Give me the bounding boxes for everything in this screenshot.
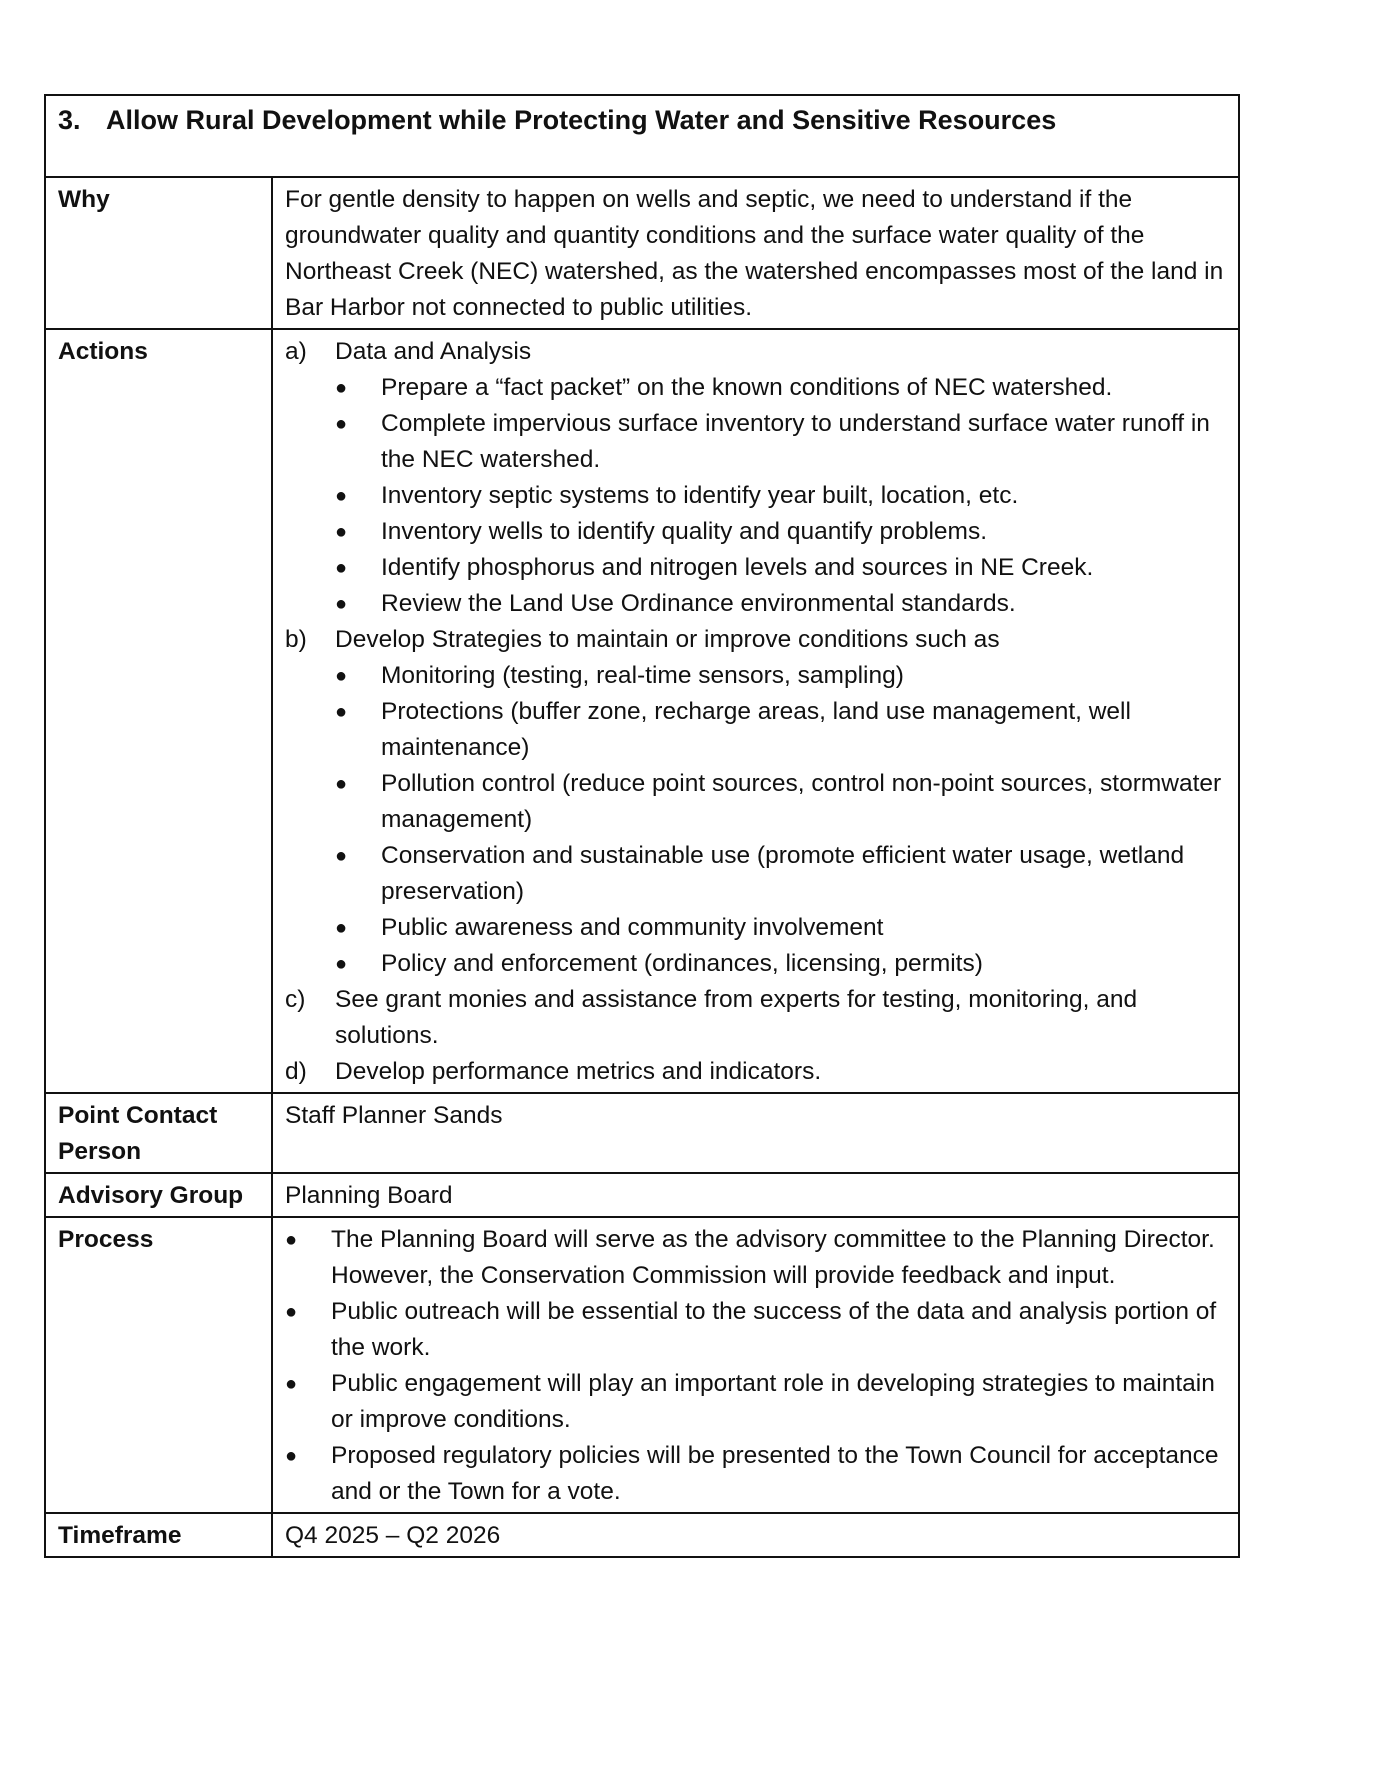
process-cell <box>272 1217 1239 1513</box>
action-letter: a) <box>285 338 307 365</box>
bullet-text: Identify phosphorus and nitrogen levels and sources in NE Creek. <box>381 554 1094 581</box>
bullet-icon: ● <box>335 485 348 507</box>
bullet-text: Monitoring (testing, real-time sensors, sampling) <box>381 662 904 689</box>
bullet-icon: ● <box>285 1445 298 1467</box>
section-title-text: Allow Rural Development while Protecting Water and Sensitive Resources <box>106 105 1057 135</box>
bullet-icon: ● <box>335 377 348 399</box>
bullet-icon: ● <box>335 917 348 939</box>
bullet-icon: ● <box>335 845 348 867</box>
list-item <box>285 370 1226 406</box>
bullet-text: Public awareness and community involvement <box>381 914 884 941</box>
bullet-text: Prepare a “fact packet” on the known conditions of NEC watershed. <box>381 374 1113 401</box>
action-item-a <box>285 334 1226 370</box>
bullet-icon: ● <box>285 1373 298 1395</box>
list-item <box>285 1294 1226 1366</box>
process-bullets <box>285 1222 1226 1510</box>
bullet-icon: ● <box>335 701 348 723</box>
bullet-icon: ● <box>285 1229 298 1251</box>
list-item <box>285 478 1226 514</box>
bullet-text: Inventory septic systems to identify year built, location, etc. <box>381 482 1019 509</box>
advisory-value: Planning Board <box>272 1173 1239 1217</box>
action-text: Develop performance metrics and indicators. <box>335 1058 822 1085</box>
contact-value: Staff Planner Sands <box>272 1093 1239 1173</box>
action-item-c <box>285 982 1226 1054</box>
action-letter: b) <box>285 626 307 653</box>
bullet-text: Pollution control (reduce point sources, control non-point sources, stormwater management) <box>381 770 1222 833</box>
action-plan-table <box>44 94 1240 1558</box>
process-label: Process <box>45 1217 272 1513</box>
list-item <box>285 514 1226 550</box>
actions-cell <box>272 329 1239 1093</box>
process-row <box>45 1217 1239 1513</box>
action-item-d <box>285 1054 1226 1090</box>
bullet-text: Inventory wells to identify quality and quantify problems. <box>381 518 988 545</box>
action-a-bullets <box>285 370 1226 622</box>
timeframe-value: Q4 2025 – Q2 2026 <box>272 1513 1239 1557</box>
actions-label: Actions <box>45 329 272 1093</box>
bullet-text: Protections (buffer zone, recharge areas, land use management, well maintenance) <box>381 698 1131 761</box>
contact-label <box>45 1093 272 1173</box>
list-item <box>285 694 1226 766</box>
list-item <box>285 550 1226 586</box>
list-item <box>285 658 1226 694</box>
list-item <box>285 406 1226 478</box>
bullet-text: Proposed regulatory policies will be presented to the Town Council for acceptance and or the Town for a vote. <box>331 1442 1219 1505</box>
bullet-icon: ● <box>335 557 348 579</box>
why-row <box>45 177 1239 329</box>
list-item <box>285 1366 1226 1438</box>
list-item <box>285 910 1226 946</box>
action-text: Develop Strategies to maintain or improve conditions such as <box>335 626 1000 653</box>
action-text: See grant monies and assistance from experts for testing, monitoring, and solutions. <box>335 986 1138 1049</box>
bullet-icon: ● <box>335 521 348 543</box>
list-item <box>285 838 1226 910</box>
bullet-text: Public outreach will be essential to the success of the data and analysis portion of the work. <box>331 1298 1217 1361</box>
bullet-icon: ● <box>335 953 348 975</box>
action-letter: d) <box>285 1058 307 1085</box>
bullet-icon: ● <box>335 773 348 795</box>
bullet-text: Review the Land Use Ordinance environmental standards. <box>381 590 1016 617</box>
bullet-text: Conservation and sustainable use (promote efficient water usage, wetland preservation) <box>381 842 1185 905</box>
timeframe-row <box>45 1513 1239 1557</box>
contact-label-line1: Point Contact <box>58 1102 218 1129</box>
action-letter: c) <box>285 986 306 1013</box>
why-text: For gentle density to happen on wells and septic, we need to understand if the groundwater quality and quantity conditions and the surface water quality of the Northeast Creek (NEC) watershed, as the watershed encompasses most of the land in Bar Harbor not connected to public utilities. <box>272 177 1239 329</box>
section-title <box>45 95 1239 177</box>
list-item <box>285 946 1226 982</box>
bullet-icon: ● <box>335 413 348 435</box>
action-item-b <box>285 622 1226 658</box>
list-item <box>285 766 1226 838</box>
bullet-icon: ● <box>285 1301 298 1323</box>
action-text: Data and Analysis <box>335 338 532 365</box>
why-label: Why <box>45 177 272 329</box>
contact-row <box>45 1093 1239 1173</box>
bullet-text: The Planning Board will serve as the advisory committee to the Planning Director. However, the Conservation Commission will provide feedback and input. <box>331 1226 1215 1289</box>
bullet-icon: ● <box>335 593 348 615</box>
bullet-text: Public engagement will play an important role in developing strategies to maintain or improve conditions. <box>331 1370 1215 1433</box>
advisory-label: Advisory Group <box>45 1173 272 1217</box>
contact-label-line2: Person <box>58 1138 142 1165</box>
list-item <box>285 1222 1226 1294</box>
bullet-icon: ● <box>335 665 348 687</box>
title-row <box>45 95 1239 177</box>
advisory-row <box>45 1173 1239 1217</box>
bullet-text: Complete impervious surface inventory to understand surface water runoff in the NEC watershed. <box>381 410 1210 473</box>
bullet-text: Policy and enforcement (ordinances, licensing, permits) <box>381 950 983 977</box>
section-number: 3. <box>58 105 81 135</box>
action-b-bullets <box>285 658 1226 982</box>
actions-row <box>45 329 1239 1093</box>
timeframe-label: Timeframe <box>45 1513 272 1557</box>
list-item <box>285 1438 1226 1510</box>
list-item <box>285 586 1226 622</box>
